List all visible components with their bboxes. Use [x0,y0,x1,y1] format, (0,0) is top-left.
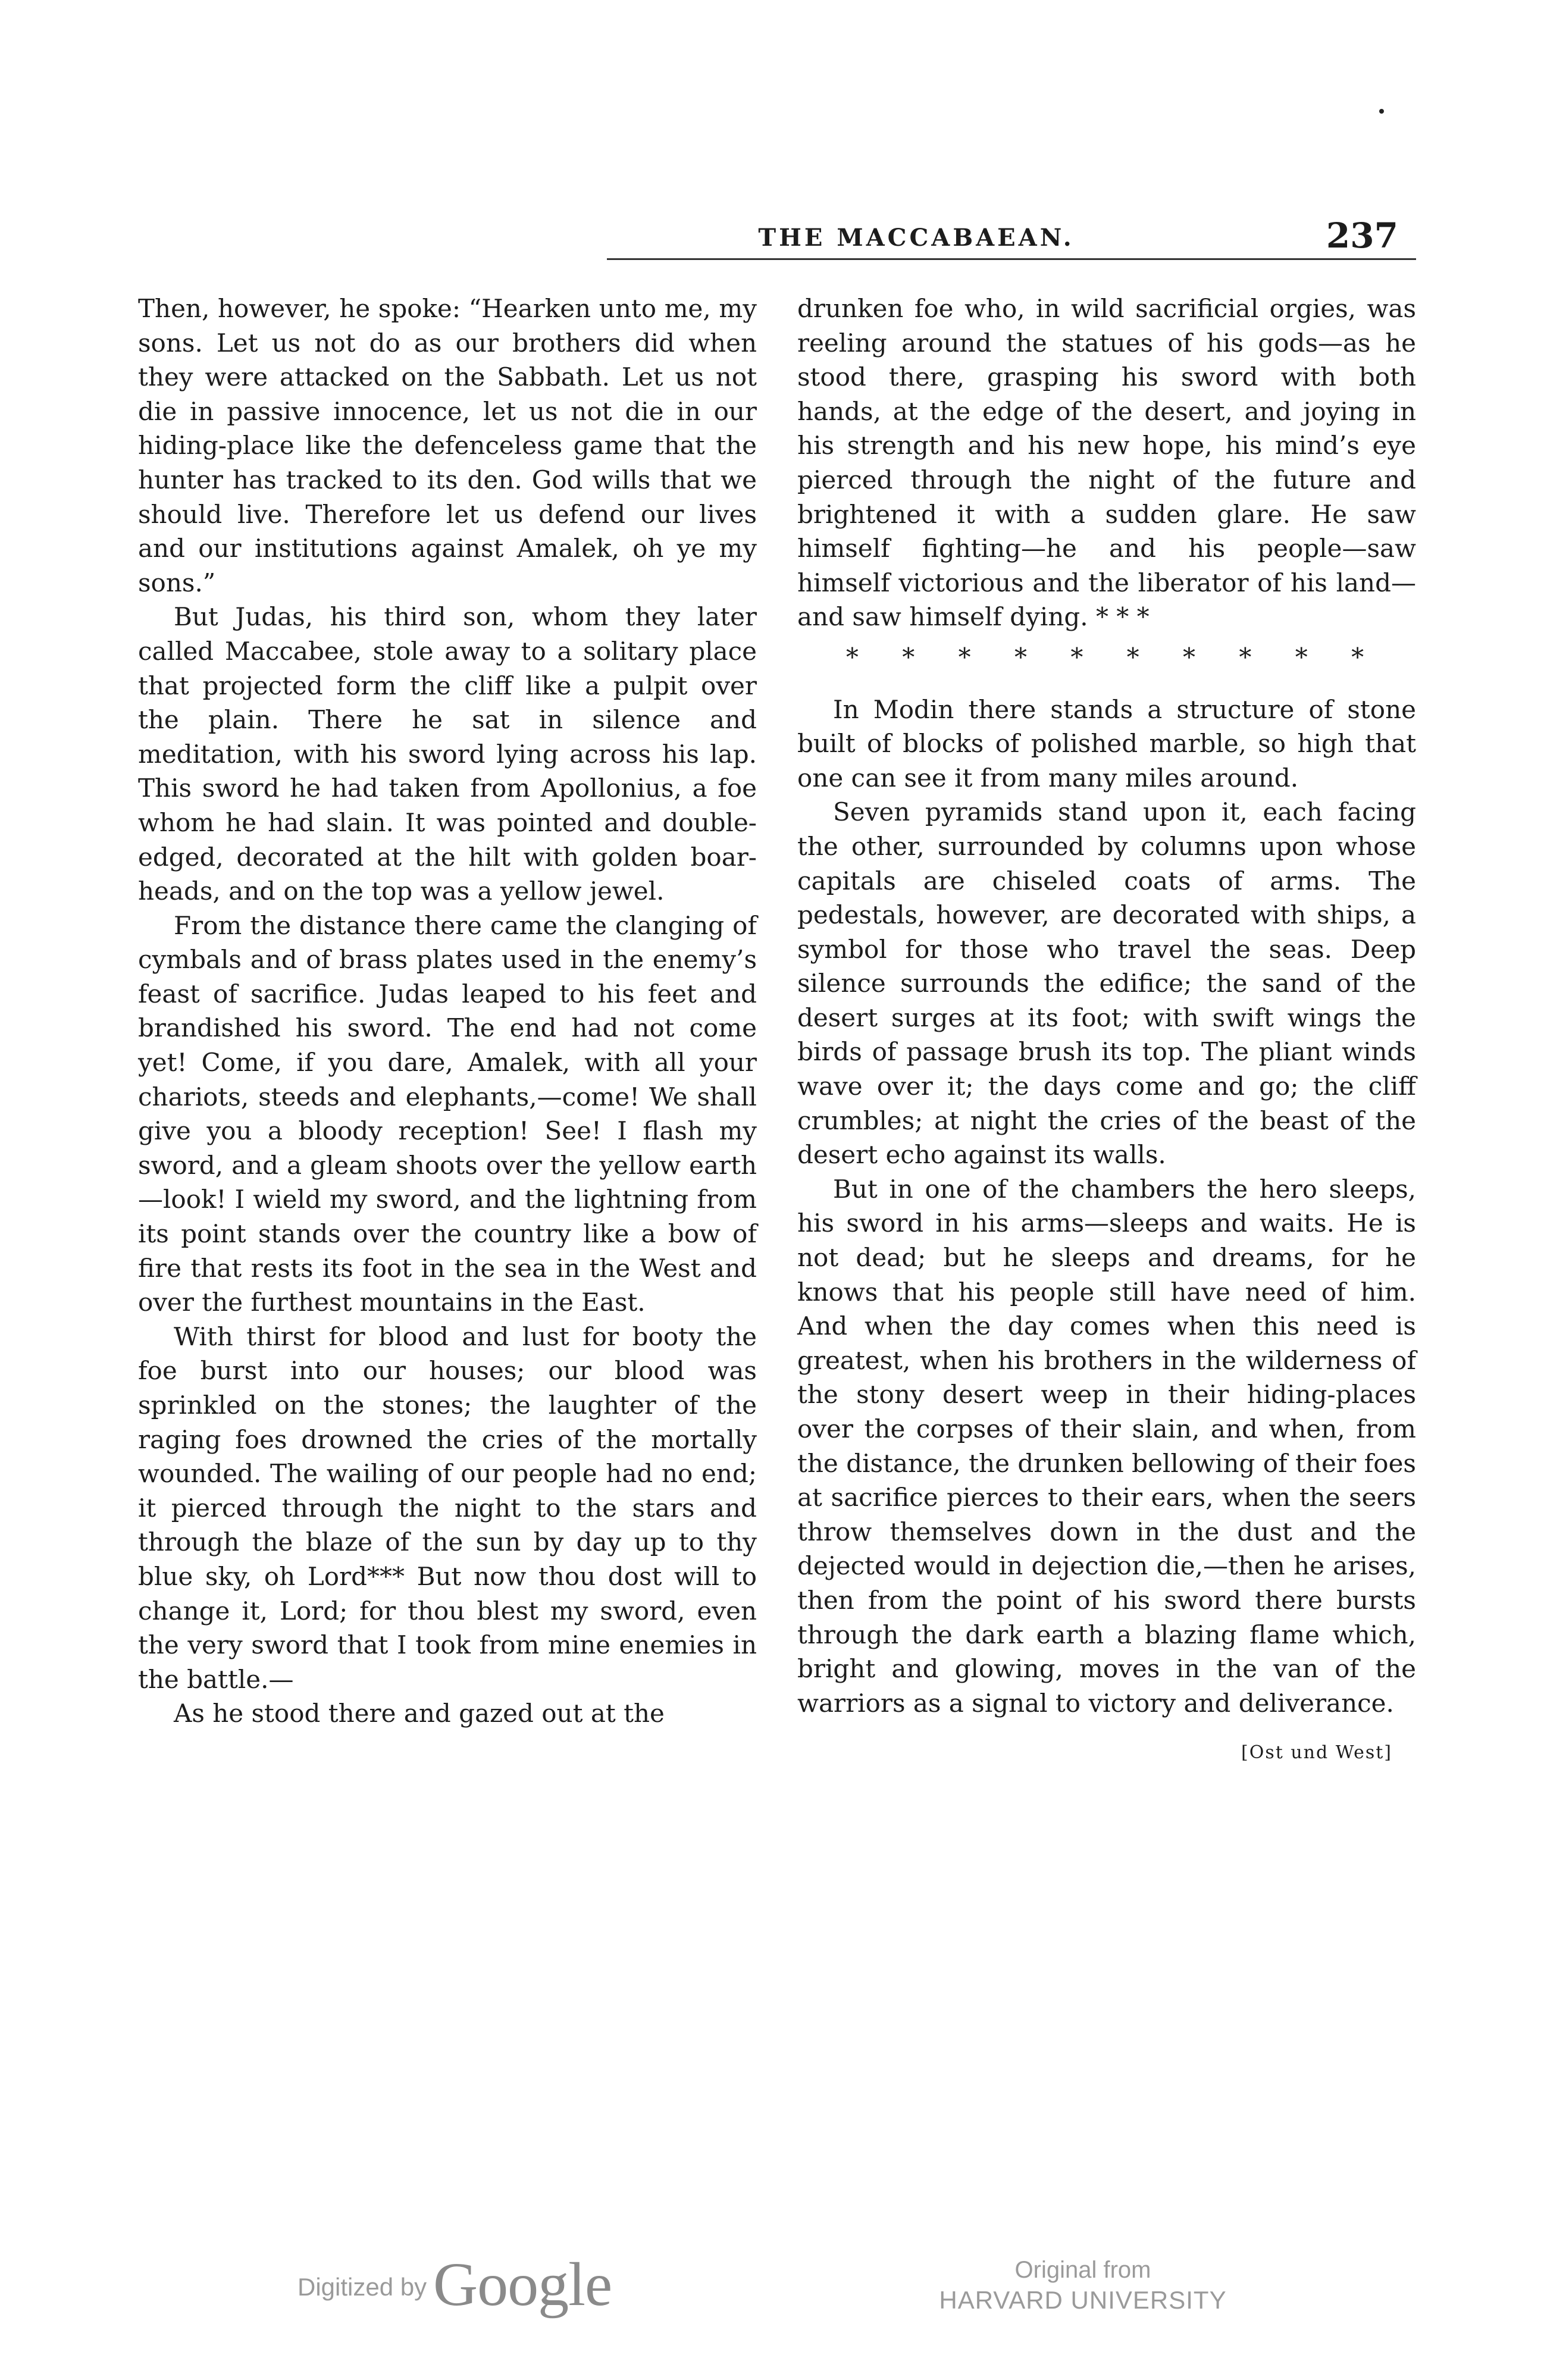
google-logo: Google [433,2250,612,2319]
paragraph: As he stood there and gazed out at the [174,1699,665,1728]
scan-speck [1379,109,1384,114]
paragraph: drunken foe who, in wild sacrificial orgies, was reeling around the statues of his gods—as he stood there, grasping his sword with both hands, at the edge of the desert, and joying in his strength and his new hope, his mind’s eye pierced through the night of the future and brightened it with a sudden glare. He saw himself fighting—he and his people—saw himself victorious and the liberator of his land—and saw himself dying. * * * [797,294,1416,632]
header-rule [607,258,1416,260]
paragraph: With thirst for blood and lust for booty the foe burst into our houses; our blood was sprinkled on the stones; the laughter of the raging foes drowned the cries of the mortally wounded. The wailing of our people had no end; it pierced through the night to the stars and through the blaze of the sun by day up to thy blue sky, oh Lord*** But now thou dost will to change it, Lord; for thou blest my sword, even the very sword that I took from mine enemies in the battle.— [138,1321,757,1694]
paragraph: But Judas, his third son, whom they later called Maccabee, stole away to a solitary place that projected form the cliff like a pulpit over the plain. There he sat in silence and meditation, with his sword lying across his lap. This sword he had taken from Apollonius, a foe whom he had slain. It was pointed and double-edged, decorated at the hilt with golden boar-heads, and on the top was a yellow jewel. [138,602,757,906]
original-from-watermark [916,2255,1249,2326]
original-label: Original from [1014,2257,1151,2283]
page-number: 237 [1326,215,1398,256]
paragraph: From the distance there came the clanging of cymbals and of brass plates used in the enemy’s feast of sacrifice. Judas leaped to his feet and brandished his sword. The end had not come yet! Come, if you dare, Amalek, with all your chariots, steeds and elephants,—come! We shall give you a bloody reception! See! I flash my sword, and a gleam shoots over the yellow earth—look! I wield my sword, and the lightning from its point stands over the country like a bow of fire that rests its foot in the sea in the West and over the furthest mountains in the East. [138,910,757,1317]
university-name: HARVARD UNIVERSITY [939,2286,1227,2314]
left-column [138,292,757,1731]
paragraph: Then, however, he spoke: “Hearken unto me, my sons. Let us not do as our brothers did when they were attacked on the Sabbath. Let us not die in passive innocence, let us not die in our hiding-place like the defenceless game that the hunter has tracked to its den. God wills that we should live. Therefore let us defend our lives and our institutions against Amalek, oh ye my sons.” [138,294,757,597]
paragraph: In Modin there stands a structure of stone built of blocks of polished marble, so high that one can see it from many miles around. [797,694,1416,793]
source-note: [Ost und West] [1241,1742,1392,1764]
paragraph: Seven pyramids stand upon it, each facing the other, surrounded by columns upon whose capitals are chiseled coats of arms. The pedestals, however, are decorated with ships, a symbol for those who travel the seas. Deep silence surrounds the edifice; the sand of the desert surges at its foot; with swift wings the birds of passage brush its top. The pliant winds wave over it; the days come and go; the cliff crumbles; at night the cries of the beast of the desert echo against its walls. [797,797,1416,1170]
digitized-label: Digitized by [297,2273,427,2301]
journal-title: THE MACCABAEAN. [758,224,1075,252]
digitized-by-watermark [297,2249,654,2320]
page-header [607,215,1416,263]
paragraph: But in one of the chambers the hero sleeps, his sword in his arms—sleeps and waits. He is not dead; but he sleeps and dreams, for he knows that his people still have need of him. And when the day comes when this need is greatest, when his brothers in the wilderness of the stony desert weep in their hiding-places over the corpses of their slain, and when, from the distance, the drunken bellowing of their foes at sacrifice pierces to their ears, when the seers throw themselves down in the dust and the dejected would in dejection die,—then he arises, then from the point of his sword there bursts through the dark earth a blazing flame which, bright and glowing, moves in the van of the warriors as a signal to victory and deliverance. [797,1174,1416,1718]
right-column [797,292,1416,1770]
section-separator: * * * * * * * * * * [845,642,1368,672]
